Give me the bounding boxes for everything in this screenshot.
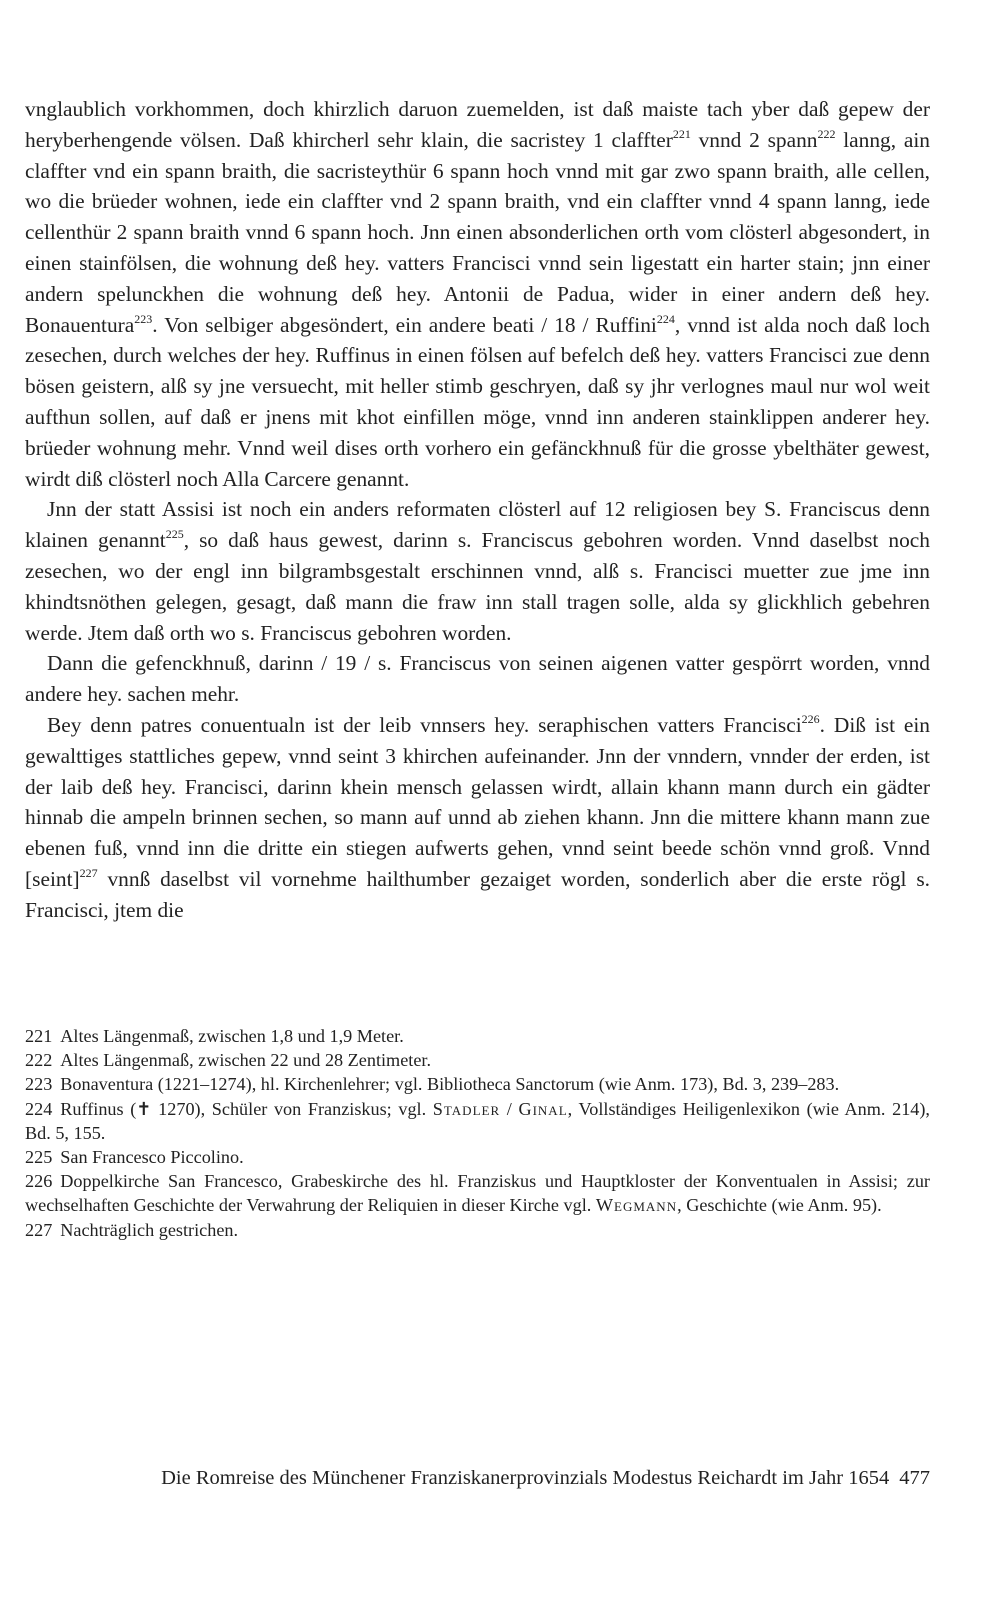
footnote-221: [25, 1024, 930, 1048]
text-run: vnnd 2 spann: [690, 127, 818, 152]
footnote-ref-223[interactable]: 223: [134, 311, 153, 326]
footnote-text: Bonaventura (1221–1274), hl. Kirchenlehrer; vgl. Bibliotheca Sanctorum (wie Anm. 173), Bd. 3, 239–283.: [60, 1074, 840, 1095]
main-text: [25, 94, 930, 926]
text-run: . Von selbiger abgesöndert, ein andere beati / 18 / Ruffini: [152, 312, 657, 337]
running-title: Die Romreise des Münchener Franziskanerprovinzials Modestus Reichardt im Jahr 1654: [161, 1467, 890, 1489]
footnote-223: [25, 1072, 930, 1096]
author-name: Ginal: [518, 1098, 568, 1119]
footnote-number: 222: [25, 1050, 53, 1071]
footnote-226: [25, 1169, 930, 1217]
paragraph-4: [25, 710, 930, 926]
paragraph-3: Dann die gefenckhnuß, darinn / 19 / s. Franciscus von seinen aigenen vatter gespörrt worden, vnnd andere hey. sachen mehr.: [25, 651, 930, 707]
footnote-text: San Francesco Piccolino.: [60, 1147, 244, 1168]
footnote-number: 226: [25, 1171, 53, 1192]
running-footer: [82, 1467, 930, 1490]
footnote-text: Altes Längenmaß, zwischen 22 und 28 Zentimeter.: [60, 1050, 432, 1071]
footnote-number: 227: [25, 1219, 53, 1240]
footnote-ref-222[interactable]: 222: [817, 126, 836, 141]
footnote-222: [25, 1048, 930, 1072]
footnote-number: 225: [25, 1147, 53, 1168]
text-run: vnglaublich vorkhommen, doch khirzlich daruon zuemelden, ist daß maiste tach yber daß gepew der heryberhengende völsen. Daß khircherl sehr klain, die sacristey 1 claffter: [25, 97, 930, 152]
text-run: Jnn der statt Assisi ist noch ein anders reformaten clösterl auf 12 religiosen bey S. Franciscus denn klainen genannt: [25, 497, 930, 553]
text-run: . Diß ist ein gewalttiges stattliches gepew, vnnd seint 3 khirchen aufeinander. Jnn der vnndern, vnnder der erden, ist der laib deß hey. Francisci, darinn khein mensch gelassen wirdt, allain khann mann durch ein gädter hinnab die ampeln brinnen sechen, so mann auf unnd ab ziehen khann. Jnn die mittere khann mann zue ebenen fuß, vnnd inn die dritte ein stiegen aufwerts gehen, vnnd seint beede schön vnnd groß. Vnnd [seint]: [25, 712, 930, 891]
footnote-ref-225[interactable]: 225: [165, 527, 184, 542]
footnote-ref-227[interactable]: 227: [79, 865, 98, 880]
text-run: , so daß haus gewest, darinn s. Franciscus gebohren worden. Vnnd daselbst noch zesechen, wo der engl inn bilgrambsgestalt erschinnen vnnd, alß s. Francisci muetter zue jme inn khindtsnöthen gelegen, gesagt, daß mann die fraw inn stall tragen solle, alda sy glickhlich gebehren werde. Jtem daß orth wo s. Franciscus gebohren worden.: [25, 528, 930, 645]
footnote-number: 223: [25, 1074, 53, 1095]
footnote-224: [25, 1097, 930, 1145]
page-number: 477: [899, 1467, 930, 1489]
footnotes: [25, 1024, 930, 1242]
footnote-text: Nachträglich gestrichen.: [60, 1219, 239, 1240]
author-name: Wegmann: [595, 1195, 678, 1216]
footnote-number: 221: [25, 1026, 53, 1046]
separator: /: [500, 1098, 519, 1119]
footnote-text: Altes Längenmaß, zwischen 1,8 und 1,9 Meter.: [60, 1026, 404, 1046]
footnote-number: 224: [25, 1098, 53, 1119]
text-run: vnnß daselbst vil vornehme hailthumber gezaiget worden, sonderlich aber die erste rögl s. Francisci, jtem die: [25, 866, 930, 922]
footnote-text: Doppelkirche San Francesco, Grabeskirche des hl. Franziskus und Hauptkloster der Konventualen in Assisi; zur wechselhaften Geschichte der Verwahrung der Reliquien in dieser Kirche vgl.: [25, 1171, 930, 1216]
paragraph-1: [25, 94, 930, 494]
text-run: Bey denn patres conuentualn ist der leib vnnsers hey. seraphischen vatters Francisci: [47, 712, 802, 737]
footnote-ref-226[interactable]: 226: [801, 711, 820, 726]
paragraph-2: [25, 494, 930, 648]
footnote-text: Ruffinus (✝ 1270), Schüler von Franziskus; vgl.: [60, 1098, 433, 1119]
text-run: lanng, ain claffter vnd ein spann braith, die sacristeythür 6 spann hoch vnnd mit gar zwo spann braith, alle cellen, wo die brüeder wohnen, iede ein claffter vnd 2 spann braith, vnd ein claffter vnnd 4 spann lanng, iede cellenthür 2 spann braith vnnd 6 spann hoch. Jnn einen absonderlichen orth vom clösterl abgesondert, in einen stainfölsen, die wohnung deß hey. vatters Francisci vnnd sein ligestatt ein harter stain; jnn einer andern spelunckhen die wohnung deß hey. Antonii de Padua, wider in einer andern deß hey. Bonauentura: [25, 127, 930, 337]
footnote-text: , Geschichte (wie Anm. 95).: [677, 1195, 882, 1216]
footnote-225: [25, 1145, 930, 1169]
footnote-ref-221[interactable]: 221: [672, 126, 691, 141]
footnote-227: [25, 1218, 930, 1242]
text-run: , vnnd ist alda noch daß loch zesechen, durch welches der hey. Ruffinus in einen fölsen auf befelch deß hey. vatters Francisci zue denn bösen geistern, alß sy jne versuecht, mit heller stimb geschryen, daß sy jhr verlognes maul nur wol weit aufthun sollen, auf daß er jnens mit khot einfillen möge, vnnd inn anderen stainklippen anderer hey. brüeder wohnung mehr. Vnnd weil dises orth vorhero ein gefänckhnuß für die grosse ybelthäter gewest, wirdt diß clösterl noch Alla Carcere genannt.: [25, 312, 930, 491]
author-name: Stadler: [432, 1098, 501, 1119]
footnote-text: , Vollständiges Heiligenlexikon (wie Anm. 214), Bd. 5, 155.: [25, 1098, 930, 1143]
footnote-ref-224[interactable]: 224: [656, 311, 675, 326]
